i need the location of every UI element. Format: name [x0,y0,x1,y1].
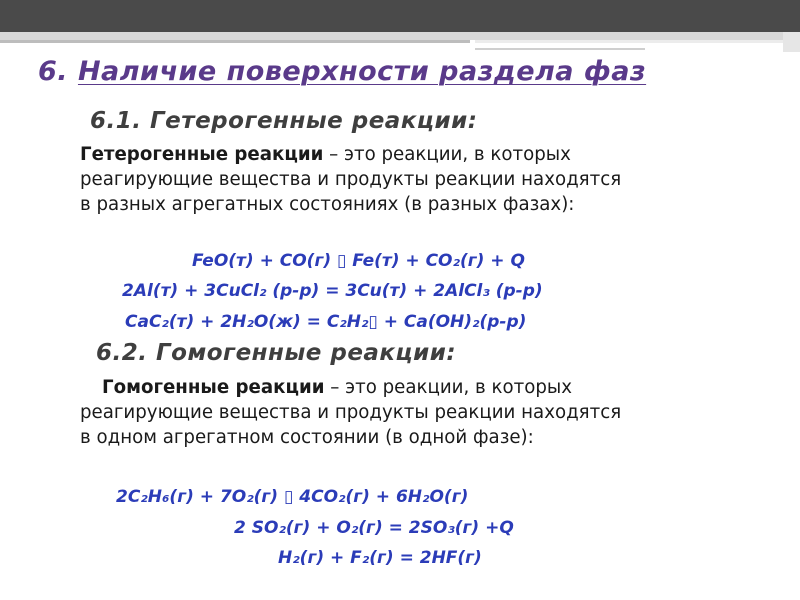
definition-homogeneous [80,375,621,450]
section-heading-homogeneous: 6.2. Гомогенные реакции: [96,340,457,366]
equation: CaC₂(т) + 2H₂O(ж) = C₂H₂▯ + Ca(OH)₂(р-р) [125,312,527,332]
definition-line [80,375,621,400]
slide-top-bar-light [0,32,800,40]
section-heading-heterogeneous: 6.1. Гетерогенные реакции: [90,108,478,134]
slide-top-bar [0,0,800,32]
decor-stripe [0,40,470,43]
definition-term: Гомогенные реакции [102,377,325,398]
slide-title-number: 6. [38,56,69,87]
definition-line: реагирующие вещества и продукты реакции находятся [80,169,622,190]
equation: 2Al(т) + 3CuCl₂ (р-р) = 3Cu(т) + 2AlCl₃ (р-р) [122,281,543,301]
equation: 2 SO₂(г) + O₂(г) = 2SO₃(г) +Q [234,518,514,538]
slide-title [38,56,646,87]
decor-stripe [475,40,800,43]
equation: H₂(г) + F₂(г) = 2HF(г) [278,548,482,568]
definition-term: Гетерогенные реакции [80,144,324,165]
slide-title-text: Наличие поверхности раздела фаз [77,56,647,87]
definition-line: в одном агрегатном состоянии (в одной фазе): [80,427,534,448]
definition-line: в разных агрегатных состояниях (в разных фазах): [80,194,575,215]
decor-stripe [475,48,645,50]
equation: 2C₂H₆(г) + 7O₂(г) ▯ 4CO₂(г) + 6H₂O(г) [116,487,469,507]
decor-corner [783,32,800,52]
definition-text: – это реакции, в которых [323,144,571,165]
definition-heterogeneous [80,142,621,217]
equation: FeO(т) + CO(г) ▯ Fe(т) + CO₂(г) + Q [192,251,525,271]
definition-text: – это реакции, в которых [324,377,573,398]
definition-line [80,142,621,167]
definition-line: реагирующие вещества и продукты реакции находятся [80,402,622,423]
